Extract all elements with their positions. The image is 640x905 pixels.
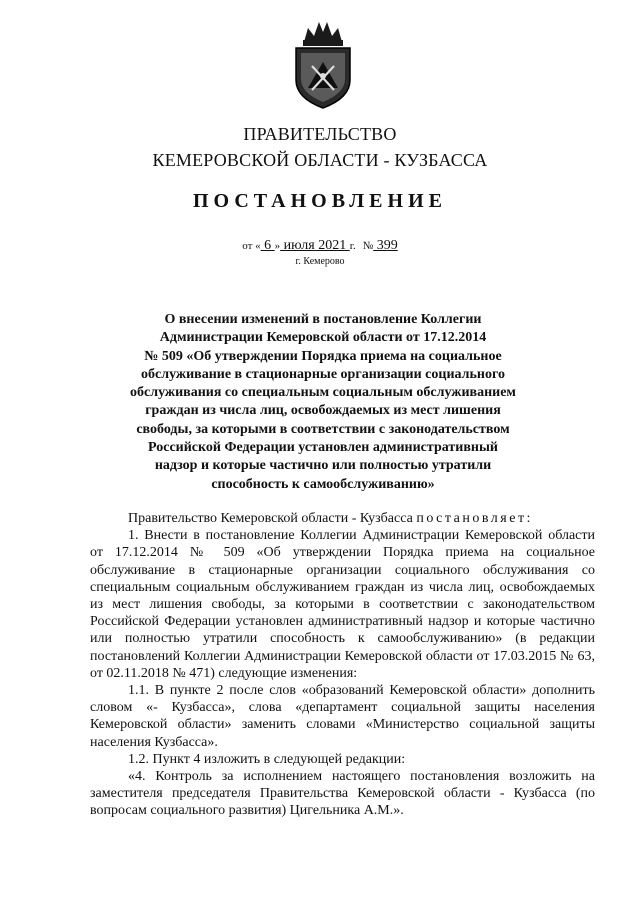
paragraph-1-1: 1.1. В пункте 2 после слов «образований Кемеровской области» дополнить словом «- Кузбасса», слова «департамент социальной защиты населения Кемеровской области» заменить словами «Министерство социальной защиты населения Кузбасса». xyxy=(90,683,595,750)
document-type-title: ПОСТАНОВЛЕНИЕ xyxy=(193,190,447,212)
heading-line: обслуживание в стационарные организации социального xyxy=(141,366,505,382)
heading-line: Администрации Кемеровской области от 17.12.2014 xyxy=(159,330,487,346)
date-quote-close: » xyxy=(274,240,281,252)
date-number-line xyxy=(0,238,640,254)
document-body xyxy=(90,510,595,820)
intro-paragraph xyxy=(90,510,595,527)
date-month-year: июля 2021 xyxy=(280,238,350,253)
heading-line: обслуживания со специальным социальным обслуживанием xyxy=(130,385,516,401)
intro-lead: Правительство Кемеровской области - Кузбасса xyxy=(128,511,417,526)
heading-line: способность к самообслуживанию» xyxy=(211,476,435,492)
coat-of-arms-icon xyxy=(290,18,356,110)
government-name-line2: КЕМЕРОВСКОЙ ОБЛАСТИ - КУЗБАССА xyxy=(152,150,488,170)
date-from-label: от « xyxy=(242,240,261,252)
heading-line: надзор и которые частично или полностью утратили xyxy=(154,458,492,474)
paragraph-4-quote: «4. Контроль за исполнением настоящего постановления возложить на заместителя председателя Правительства Кемеровской области - Кузбасса (по вопросам социального развития) Цигельника А.М.». xyxy=(90,769,595,819)
document-heading xyxy=(118,311,528,494)
number-sign: № xyxy=(362,240,374,252)
heading-line: свободы, за которыми в соответствии с законодательством xyxy=(136,421,510,437)
heading-line: граждан из числа лиц, освобождаемых из мест лишения xyxy=(145,403,501,419)
government-name-line1: ПРАВИТЕЛЬСТВО xyxy=(243,124,397,144)
paragraph-1-2: 1.2. Пункт 4 изложить в следующей редакции: xyxy=(128,751,406,767)
paragraph-1: 1. Внести в постановление Коллегии Администрации Кемеровской области от 17.12.2014 № 509 «Об утверждении Порядка приема на социальное обслуживание в стационарные организации социального обслуживания со специальным социальным обслуживанием граждан из числа лиц, освобождаемых из мест лишения свободы, за которыми в соответствии с законодательством Российской Федерации установлен административный надзор и которые частично или полностью утратили способность к самообслуживанию» (в редакции постановлений Коллегии Администрации Кемеровской области от 17.03.2015 № 63, от 02.11.2018 № 471) следующие изменения: xyxy=(90,528,595,681)
date-day: 6 xyxy=(260,238,275,253)
heading-line: О внесении изменений в постановление Коллегии xyxy=(164,312,482,327)
heading-line: Российской Федерации установлен административный xyxy=(148,440,498,456)
document-number: 399 xyxy=(373,238,398,253)
date-year-suffix: г. xyxy=(349,240,356,252)
resolve-word: постановляет: xyxy=(416,511,533,526)
heading-line: № 509 «Об утверждении Порядка приема на социальное xyxy=(144,348,502,364)
city-label: г. Кемерово xyxy=(295,256,345,267)
